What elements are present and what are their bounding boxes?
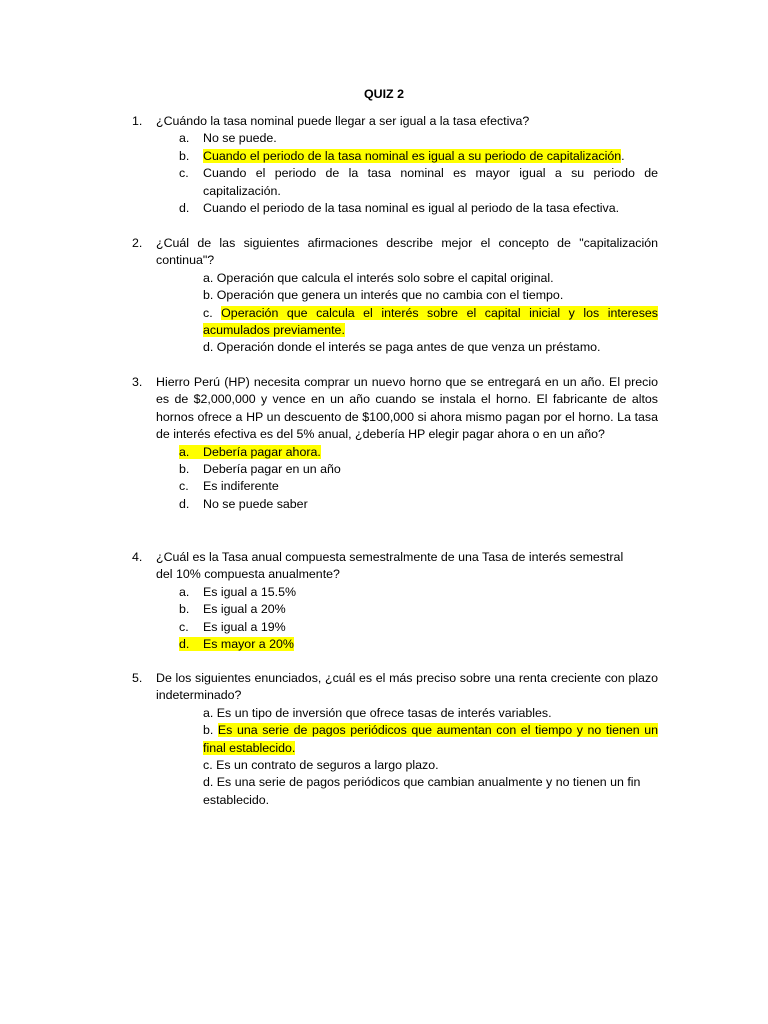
option-letter: a. — [203, 270, 214, 285]
option-letter: c. — [179, 166, 189, 181]
highlighted-answer — [179, 445, 321, 459]
option-c — [203, 305, 658, 340]
question-5 — [132, 670, 658, 809]
option-letter: d. — [179, 201, 190, 216]
option-letter: c. — [179, 619, 189, 634]
highlighted-answer — [179, 637, 294, 651]
option-trailing: . — [621, 148, 625, 163]
option-a — [179, 130, 658, 147]
option-c — [179, 619, 658, 636]
question-text: Hierro Perú (HP) necesita comprar un nuevo horno que se entregará en un año. El precio es de $2,000,000 y vence en un año cuando se instala el horno. El fabricante de altos hornos ofrece a HP un descuento de $100,000 si ahora mismo pagan por el horno. La tasa de interés efectiva es del 5% anual, ¿debería HP elegir pagar ahora o en un año? — [156, 375, 658, 442]
option-letter: b. — [179, 462, 190, 477]
option-text: Operación que genera un interés que no cambia con el tiempo. — [216, 288, 564, 303]
option-text: Cuando el periodo de la tasa nominal es mayor igual a su periodo de capitalización. — [203, 166, 658, 198]
option-letter: b. — [179, 148, 190, 163]
question-text: ¿Cuándo la tasa nominal puede llegar a ser igual a la tasa efectiva? — [156, 114, 530, 128]
option-d — [203, 339, 658, 356]
option-d — [203, 774, 658, 809]
option-letter: c. — [179, 479, 189, 494]
option-text: Es un contrato de seguros a largo plazo. — [216, 758, 439, 773]
option-text: Operación donde el interés se paga antes de que venza un préstamo. — [216, 340, 601, 355]
option-text: Es igual a 19% — [203, 619, 286, 634]
option-text: No se puede. — [203, 131, 277, 146]
highlighted-answer: Es una serie de pagos periódicos que aumentan con el tiempo y no tienen un final establecido. — [203, 723, 658, 755]
option-letter: a. — [179, 444, 190, 459]
option-letter: c. — [203, 758, 213, 773]
question-number: 5. — [132, 671, 143, 685]
highlighted-answer: Cuando el periodo de la tasa nominal es igual a su periodo de capitalización — [203, 148, 622, 163]
option-b — [203, 722, 658, 757]
option-b — [179, 601, 658, 618]
option-letter: c. — [203, 305, 213, 320]
option-text: Cuando el periodo de la tasa nominal es igual al periodo de la tasa efectiva. — [203, 201, 620, 216]
question-4 — [132, 549, 658, 653]
option-c — [179, 165, 658, 200]
option-letter: b. — [203, 723, 214, 738]
question-number: 4. — [132, 550, 143, 564]
option-text: Debería pagar ahora. — [203, 444, 321, 459]
question-2 — [132, 235, 658, 357]
question-number: 1. — [132, 114, 143, 128]
option-text: Es mayor a 20% — [203, 637, 294, 652]
question-text: ¿Cuál de las siguientes afirmaciones describe mejor el concepto de "capitalización continua"? — [156, 236, 658, 268]
option-b — [203, 287, 658, 304]
option-a — [179, 584, 658, 601]
highlighted-answer: Operación que calcula el interés sobre el capital inicial y los intereses acumulados previamente. — [203, 305, 658, 338]
question-number: 2. — [132, 236, 143, 250]
option-text: Debería pagar en un año — [203, 462, 341, 477]
option-a — [179, 444, 658, 461]
option-text: Es un tipo de inversión que ofrece tasas de interés variables. — [216, 705, 552, 720]
option-letter: a. — [179, 131, 190, 146]
question-number: 3. — [132, 375, 143, 389]
question-text: De los siguientes enunciados, ¿cuál es el más preciso sobre una renta creciente con plazo indeterminado? — [156, 671, 658, 703]
question-text — [156, 549, 658, 584]
option-text: Es igual a 20% — [203, 602, 286, 617]
option-text: No se puede saber — [203, 496, 308, 511]
option-a — [203, 705, 658, 722]
option-c — [179, 478, 658, 495]
question-text-line: del 10% compuesta anualmente? — [156, 567, 340, 582]
option-b — [179, 148, 658, 165]
option-a — [203, 270, 658, 287]
question-text-line: ¿Cuál es la Tasa anual compuesta semestralmente de una Tasa de interés semestral — [156, 550, 624, 564]
option-letter: d. — [203, 340, 214, 355]
option-b — [179, 461, 658, 478]
question-1 — [132, 113, 658, 217]
option-letter: b. — [179, 602, 190, 617]
option-letter: a. — [179, 584, 190, 599]
option-letter: d. — [203, 775, 214, 790]
question-3 — [132, 374, 658, 513]
option-text: Es una serie de pagos periódicos que cambian anualmente y no tienen un fin establecido. — [203, 775, 641, 807]
option-c — [203, 757, 658, 774]
option-d — [179, 200, 658, 217]
option-text: Operación que calcula el interés solo sobre el capital original. — [216, 270, 554, 285]
option-letter: a. — [203, 705, 214, 720]
option-letter: d. — [179, 496, 190, 511]
option-letter: b. — [203, 288, 214, 303]
option-text: Es igual a 15.5% — [203, 584, 296, 599]
option-d — [179, 496, 658, 513]
page-title: QUIZ 2 — [364, 87, 404, 101]
option-d — [179, 636, 658, 653]
option-letter: d. — [179, 637, 190, 652]
option-text: Es indiferente — [203, 479, 279, 494]
